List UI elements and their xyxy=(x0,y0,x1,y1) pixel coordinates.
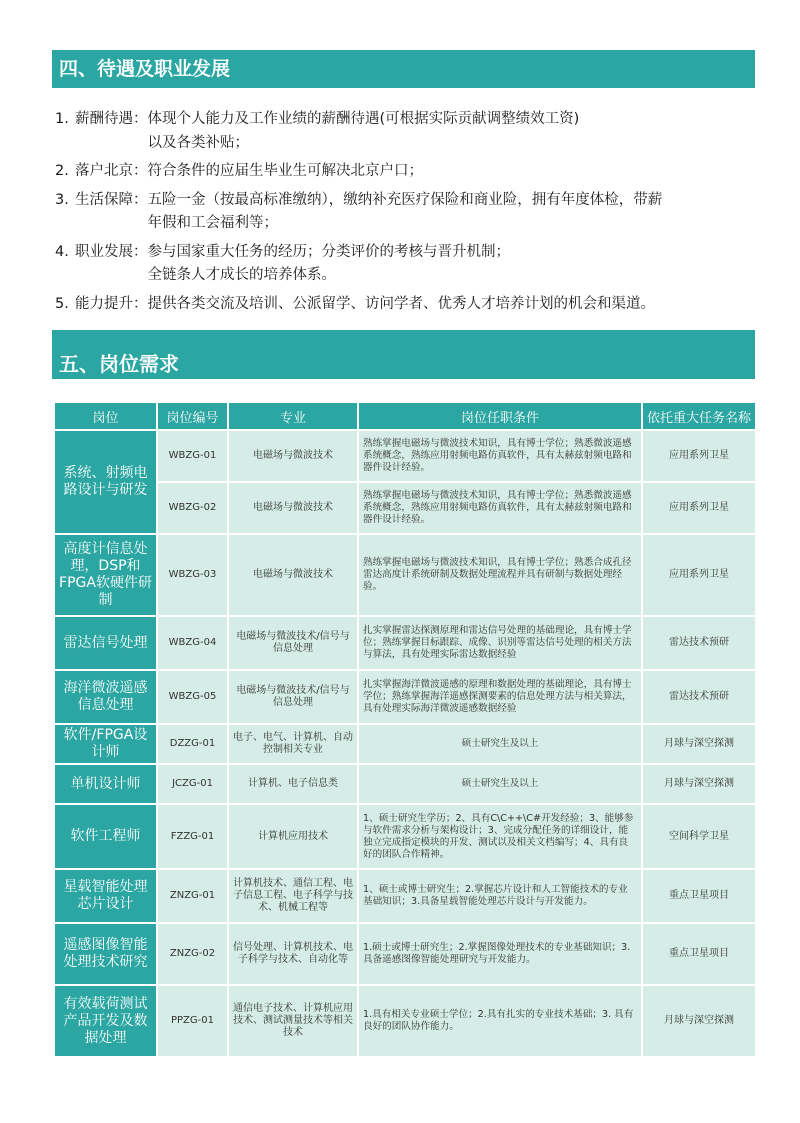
code-cell: DZZG-01 xyxy=(158,725,227,763)
requirements-cell: 1.具有相关专业硕士学位；2.具有扎实的专业技术基础；3. 具有良好的团队协作能力。 xyxy=(359,986,641,1056)
major-cell: 计算机技术、通信工程、电子信息工程、电子科学与技术、机械工程等 xyxy=(229,870,357,922)
benefit-text xyxy=(148,160,766,184)
section-4-title: 四、待遇及职业发展 xyxy=(52,50,755,88)
job-requirements-table xyxy=(53,401,757,1058)
benefit-label: 薪酬待遇： xyxy=(75,111,148,127)
benefit-text xyxy=(148,189,766,236)
position-cell: 系统、射频电路设计与研发 xyxy=(55,431,156,533)
benefit-text-line: 年假和工会福利等； xyxy=(147,215,278,231)
requirements-cell: 硕士研究生及以上 xyxy=(359,725,641,763)
benefit-label: 能力提升： xyxy=(75,295,148,312)
position-cell: 高度计信息处理，DSP和FPGA软硬件研制 xyxy=(55,535,156,615)
task-cell: 雷达技术预研 xyxy=(643,671,755,723)
major-cell: 电磁场与微波技术/信号与信息处理 xyxy=(229,671,357,723)
task-cell: 应用系列卫星 xyxy=(643,431,755,481)
requirements-cell: 1、硕士研究生学历；2、具有C\C++\C#开发经验；3、能够参与软件需求分析与架构设计；3、完成分配任务的详细设计，能独立完成指定模块的开发、测试以及相关文档编写；4、具有良好的团队合作精神。 xyxy=(359,805,641,868)
code-cell: PPZG-01 xyxy=(158,986,227,1056)
position-cell: 星载智能处理芯片设计 xyxy=(55,870,156,922)
header-code: 岗位编号 xyxy=(158,403,227,429)
benefit-item xyxy=(55,189,765,236)
benefit-label: 生活保障： xyxy=(75,191,148,208)
position-cell: 软件工程师 xyxy=(55,805,156,868)
benefit-item xyxy=(55,160,765,184)
benefit-text-line: 体现个人能力及工作业绩的薪酬待遇(可根据实际贡献调整绩效工资) xyxy=(147,111,580,127)
code-cell: WBZG-04 xyxy=(158,617,227,669)
table-row xyxy=(55,765,755,803)
table-row xyxy=(55,617,755,669)
requirements-cell: 熟练掌握电磁场与微波技术知识，具有博士学位；熟悉微波遥感系统概念，熟练应用射频电路仿真软件，具有太赫兹射频电路和器件设计经验。 xyxy=(359,483,641,533)
task-cell: 月球与深空探测 xyxy=(643,725,755,763)
task-cell: 雷达技术预研 xyxy=(643,617,755,669)
major-cell: 电磁场与微波技术 xyxy=(229,431,357,481)
task-cell: 月球与深空探测 xyxy=(643,986,755,1056)
major-cell: 电磁场与微波技术 xyxy=(229,535,357,615)
benefit-text xyxy=(148,293,766,317)
table-row xyxy=(55,483,755,533)
benefit-number: 2. xyxy=(55,163,69,179)
table-row xyxy=(55,535,755,615)
table-header-row xyxy=(55,403,755,429)
benefits-list xyxy=(55,108,765,321)
requirements-cell: 1.硕士或博士研究生；2.掌握图像处理技术的专业基础知识；3.具备遥感图像智能处理研究与开发能力。 xyxy=(359,924,641,984)
header-task: 依托重大任务名称 xyxy=(643,403,755,429)
task-cell: 重点卫星项目 xyxy=(643,870,755,922)
benefit-number: 3. xyxy=(55,191,69,208)
benefit-text xyxy=(148,108,766,155)
header-requirements: 岗位任职条件 xyxy=(359,403,641,429)
table-row xyxy=(55,805,755,868)
table-row xyxy=(55,986,755,1056)
benefit-item xyxy=(55,108,765,155)
benefit-text xyxy=(148,241,766,288)
table-row xyxy=(55,725,755,763)
requirements-cell: 熟练掌握电磁场与微波技术知识，具有博士学位；熟悉微波遥感系统概念，熟练应用射频电路仿真软件，具有太赫兹射频电路和器件设计经验。 xyxy=(359,431,641,481)
code-cell: ZNZG-02 xyxy=(158,924,227,984)
header-major: 专业 xyxy=(229,403,357,429)
benefit-item xyxy=(55,241,765,288)
code-cell: WBZG-05 xyxy=(158,671,227,723)
table-row xyxy=(55,671,755,723)
task-cell: 应用系列卫星 xyxy=(643,483,755,533)
benefit-text-line: 全链条人才成长的培养体系。 xyxy=(147,267,336,283)
benefit-number: 5. xyxy=(55,295,69,312)
major-cell: 电磁场与微波技术/信号与信息处理 xyxy=(229,617,357,669)
benefit-number: 4. xyxy=(55,243,69,260)
code-cell: WBZG-03 xyxy=(158,535,227,615)
requirements-cell: 扎实掌握雷达探测原理和雷达信号处理的基础理论，具有博士学位；熟练掌握目标跟踪、成像、识别等雷达信号处理的相关方法与算法，具有处理实际雷达数据经验 xyxy=(359,617,641,669)
task-cell: 空间科学卫星 xyxy=(643,805,755,868)
task-cell: 重点卫星项目 xyxy=(643,924,755,984)
major-cell: 电磁场与微波技术 xyxy=(229,483,357,533)
requirements-cell: 熟练掌握电磁场与微波技术知识，具有博士学位；熟悉合成孔径雷达高度计系统研制及数据处理流程并具有研制与数据处理经验。 xyxy=(359,535,641,615)
benefit-text-line: 以及各类补贴； xyxy=(147,134,249,151)
position-cell: 雷达信号处理 xyxy=(55,617,156,669)
major-cell: 通信电子技术、计算机应用技术、测试测量技术等相关技术 xyxy=(229,986,357,1056)
position-cell: 软件/FPGA设计师 xyxy=(55,725,156,763)
table-row xyxy=(55,870,755,922)
code-cell: WBZG-01 xyxy=(158,431,227,481)
position-cell: 有效载荷测试产品开发及数据处理 xyxy=(55,986,156,1056)
code-cell: WBZG-02 xyxy=(158,483,227,533)
requirements-cell: 扎实掌握海洋微波遥感的原理和数据处理的基础理论，具有博士学位；熟练掌握海洋遥感探测要素的信息处理方法与相关算法，具有处理实际海洋微波遥感数据经验 xyxy=(359,671,641,723)
major-cell: 电子、电气、计算机、自动控制相关专业 xyxy=(229,725,357,763)
position-cell: 海洋微波遥感信息处理 xyxy=(55,671,156,723)
position-cell: 遥感图像智能处理技术研究 xyxy=(55,924,156,984)
benefit-text-line: 提供各类交流及培训、公派留学、访问学者、优秀人才培养计划的机会和渠道。 xyxy=(147,295,655,312)
header-position: 岗位 xyxy=(55,403,156,429)
code-cell: ZNZG-01 xyxy=(158,870,227,922)
table-row xyxy=(55,924,755,984)
code-cell: FZZG-01 xyxy=(158,805,227,868)
task-cell: 应用系列卫星 xyxy=(643,535,755,615)
benefit-text-line: 符合条件的应届生毕业生可解决北京户口； xyxy=(147,163,423,179)
requirements-cell: 硕士研究生及以上 xyxy=(359,765,641,803)
benefit-label: 落户北京： xyxy=(75,163,148,179)
code-cell: JCZG-01 xyxy=(158,765,227,803)
major-cell: 计算机应用技术 xyxy=(229,805,357,868)
major-cell: 信号处理、计算机技术、电子科学与技术、自动化等 xyxy=(229,924,357,984)
major-cell: 计算机、电子信息类 xyxy=(229,765,357,803)
benefit-item xyxy=(55,293,765,317)
position-cell: 单机设计师 xyxy=(55,765,156,803)
benefit-text-line: 五险一金（按最高标准缴纳），缴纳补充医疗保险和商业险，拥有年度体检，带薪 xyxy=(147,191,663,208)
benefit-label: 职业发展： xyxy=(75,243,148,260)
benefit-text-line: 参与国家重大任务的经历；分类评价的考核与晋升机制； xyxy=(147,243,510,260)
table-row xyxy=(55,431,755,481)
task-cell: 月球与深空探测 xyxy=(643,765,755,803)
requirements-cell: 1、硕士或博士研究生；2.掌握芯片设计和人工智能技术的专业基础知识；3.具备星载智能处理芯片设计与开发能力。 xyxy=(359,870,641,922)
section-5-title: 五、岗位需求 xyxy=(52,330,755,379)
benefit-number: 1. xyxy=(55,111,69,127)
